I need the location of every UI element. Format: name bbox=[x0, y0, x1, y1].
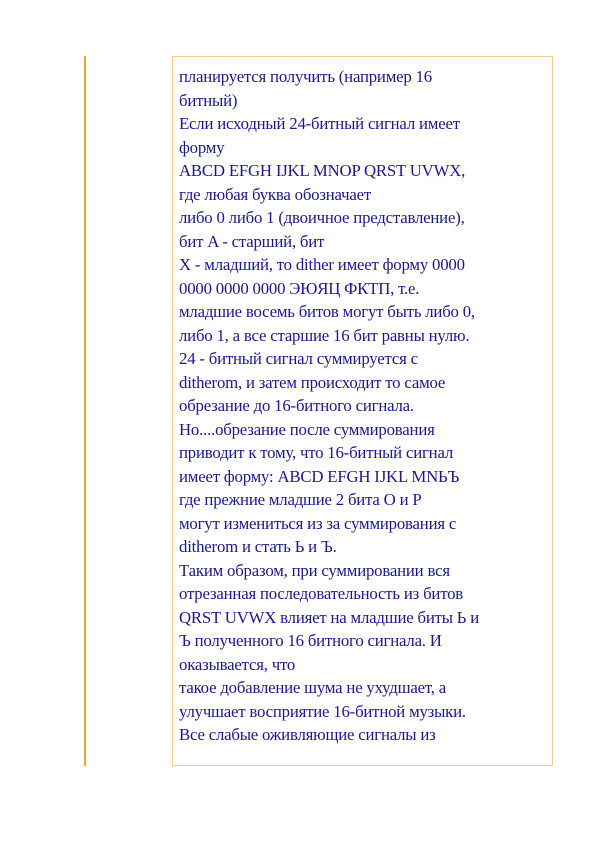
text-line: оказывается, что bbox=[179, 654, 296, 674]
text-line: 24 - битный сигнал суммируется с bbox=[179, 349, 418, 368]
text-line: такое добавление шума не ухудшает, а bbox=[179, 678, 446, 697]
text-line: X - младший, то dither имеет форму 0000 bbox=[179, 255, 465, 274]
text-line: форму bbox=[179, 137, 225, 157]
text-line: улучшает восприятие 16-битной музыки. bbox=[179, 701, 466, 721]
text-line: могут измениться из за суммирования с bbox=[179, 513, 457, 533]
text-line: имеет форму: ABCD EFGH IJKL MNЬЪ bbox=[179, 466, 460, 486]
text-frame bbox=[172, 56, 553, 766]
text-line: ditherom и стать Ь и Ъ. bbox=[179, 537, 337, 556]
text-line: Но....обрезание после суммирования bbox=[179, 419, 435, 439]
text-line: битный) bbox=[179, 90, 238, 110]
text-line: либо 0 либо 1 (двоичное представление), bbox=[179, 208, 465, 227]
text-line: Все слабые оживляющие сигналы из bbox=[179, 725, 436, 744]
text-line: ditherom, и затем происходит то самое bbox=[179, 372, 446, 392]
text-line: QRST UVWX влияет на младшие биты Ь и bbox=[179, 607, 480, 627]
text-line: обрезание до 16-битного сигнала. bbox=[179, 396, 414, 415]
text-line: приводит к тому, что 16-битный сигнал bbox=[179, 443, 454, 462]
text-line: 0000 0000 0000 ЭЮЯЦ ФКТП, т.е. bbox=[179, 278, 420, 298]
text-line: бит A - старший, бит bbox=[179, 231, 325, 251]
text-line: планируется получить (например 16 bbox=[179, 67, 432, 86]
text-line: либо 1, а все старшие 16 бит равны нулю. bbox=[179, 325, 470, 345]
text-line: Если исходный 24-битный сигнал имеет bbox=[179, 114, 460, 133]
text-line: Ъ полученного 16 битного сигнала. И bbox=[179, 631, 442, 650]
text-line: младшие восемь битов могут быть либо 0, bbox=[179, 302, 475, 321]
text-line: Таким образом, при суммировании вся bbox=[179, 560, 450, 580]
text-line: где любая буква обозначает bbox=[179, 184, 372, 204]
text-line: ABCD EFGH IJKL MNOP QRST UVWX, bbox=[179, 161, 466, 180]
left-margin-rule bbox=[84, 56, 86, 766]
text-line: отрезанная последовательность из битов bbox=[179, 584, 464, 603]
text-line: где прежние младшие 2 бита O и P bbox=[179, 490, 422, 509]
